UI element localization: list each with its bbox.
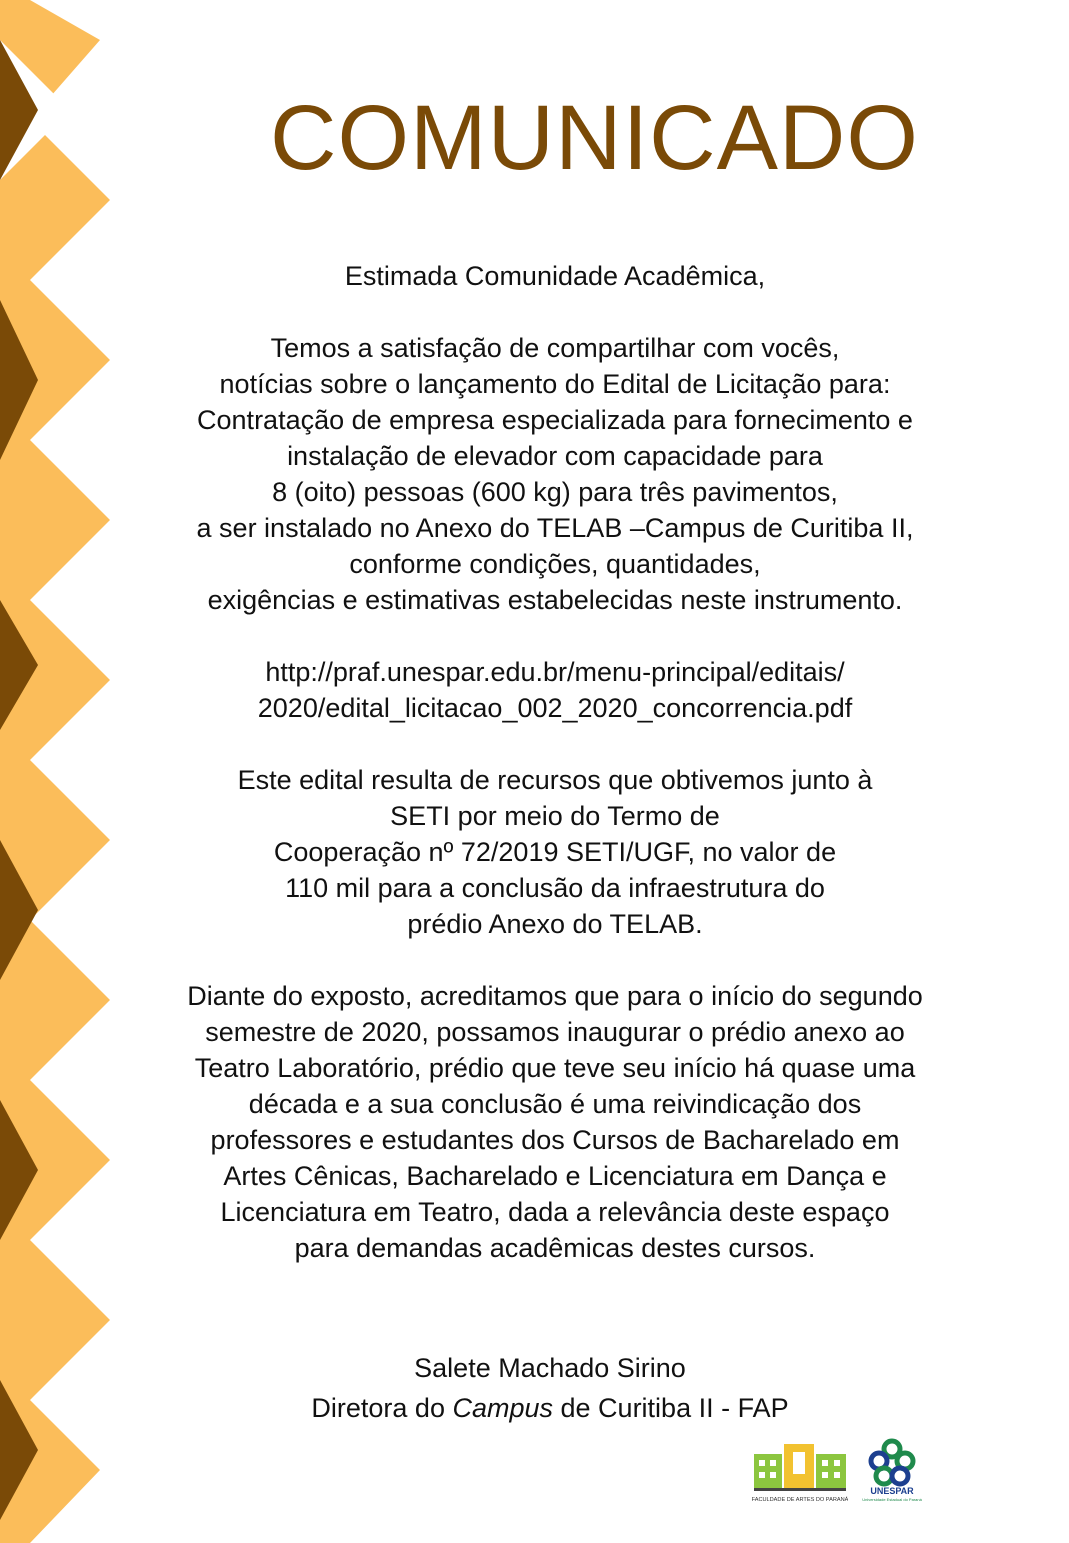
- text-line: 110 mil para a conclusão da infraestrutura do: [285, 873, 825, 903]
- signatory-name: Salete Machado Sirino: [414, 1353, 686, 1383]
- edital-link-line: 2020/edital_licitacao_002_2020_concorrencia.pdf: [257, 693, 853, 723]
- unespar-logo: [862, 1436, 922, 1504]
- unespar-logo-text: UNESPAR: [870, 1486, 914, 1496]
- text-line: instalação de elevador com capacidade para: [287, 441, 823, 471]
- fap-logo: [752, 1440, 848, 1504]
- text-line: semestre de 2020, possamos inaugurar o prédio anexo ao: [205, 1017, 905, 1047]
- text-line: década e a sua conclusão é uma reivindicação dos: [248, 1089, 862, 1119]
- text-line: a ser instalado no Anexo do TELAB –Campus de Curitiba II,: [196, 513, 914, 543]
- greeting-line: Estimada Comunidade Acadêmica,: [344, 261, 766, 291]
- page-title: COMUNICADO: [270, 87, 919, 189]
- text-line: Temos a satisfação de compartilhar com vocês,: [270, 333, 840, 363]
- paragraph-funding: [130, 762, 980, 942]
- text-line: 8 (oito) pessoas (600 kg) para três pavimentos,: [272, 477, 838, 507]
- chevron-border: [0, 0, 120, 1543]
- text-line: Diante do exposto, acreditamos que para o início do segundo: [187, 981, 923, 1011]
- text-line: SETI por meio do Termo de: [390, 801, 720, 831]
- paragraph-link: [130, 654, 980, 726]
- message-body: [130, 258, 980, 1302]
- text-line: Teatro Laboratório, prédio que teve seu início há quase uma: [194, 1053, 916, 1083]
- text-line: Licenciatura em Teatro, dada a relevância deste espaço: [220, 1197, 890, 1227]
- text-line: professores e estudantes dos Cursos de Bacharelado em: [210, 1125, 900, 1155]
- institution-logos: [752, 1436, 932, 1508]
- text-line: Cooperação nº 72/2019 SETI/UGF, no valor de: [273, 837, 837, 867]
- text-line: para demandas acadêmicas destes cursos.: [294, 1233, 816, 1263]
- edital-link-line: http://praf.unespar.edu.br/menu-principal/editais/: [265, 657, 845, 687]
- text-line: Artes Cênicas, Bacharelado e Licenciatura em Dança e: [223, 1161, 887, 1191]
- role-italic: Campus: [452, 1393, 554, 1423]
- signatory-role: [200, 1388, 900, 1428]
- text-line: prédio Anexo do TELAB.: [407, 909, 703, 939]
- text-line: exigências e estimativas estabelecidas neste instrumento.: [207, 585, 903, 615]
- greeting: [130, 258, 980, 294]
- role-suffix: de Curitiba II - FAP: [553, 1393, 789, 1423]
- fap-logo-text: FACULDADE DE ARTES DO PARANÁ: [752, 1497, 848, 1503]
- role-prefix: Diretora do: [311, 1393, 453, 1423]
- text-line: conforme condições, quantidades,: [349, 549, 761, 579]
- text-line: notícias sobre o lançamento do Edital de Licitação para:: [219, 369, 891, 399]
- paragraph-conclusion: [130, 978, 980, 1266]
- text-line: Contratação de empresa especializada para fornecimento e: [197, 405, 913, 435]
- unespar-logo-subtext: Universidade Estadual do Paraná: [862, 1497, 922, 1502]
- text-line: Este edital resulta de recursos que obtivemos junto à: [237, 765, 873, 795]
- paragraph-announcement: [130, 330, 980, 618]
- signature-block: [200, 1348, 900, 1428]
